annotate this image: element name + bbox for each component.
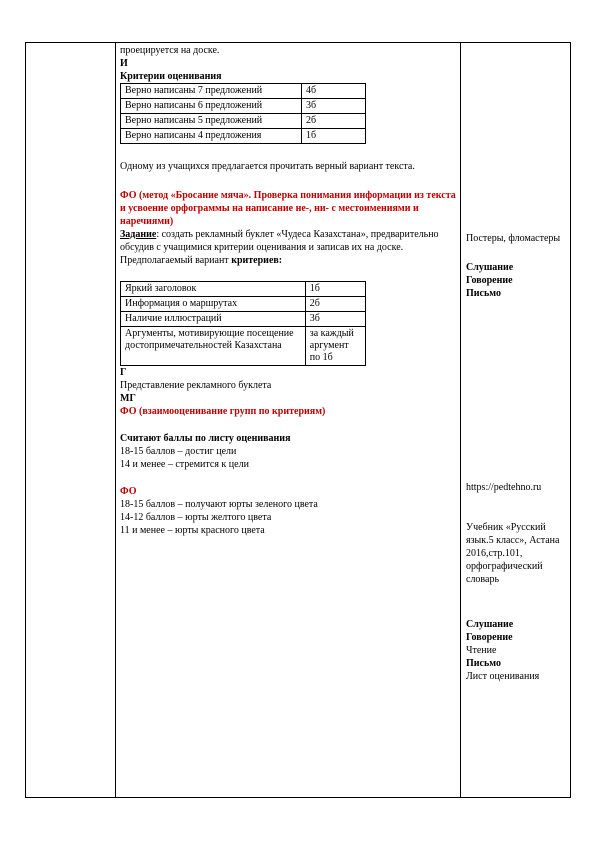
criterion-cell: Яркий заголовок: [121, 282, 306, 297]
criteria-table-1: [120, 83, 366, 144]
score-cell: 4б: [302, 84, 366, 99]
criterion-cell: Аргументы, мотивирующие посещение достопримечательностей Казахстана: [121, 327, 306, 366]
table-row: [121, 84, 366, 99]
criterion-cell: Наличие иллюстраций: [121, 312, 306, 327]
criterion-cell: Верно написаны 6 предложений: [121, 99, 302, 114]
yurt-line: 11 и менее – юрты красного цвета: [120, 525, 265, 536]
presentation-text: Представление рекламного буклета: [120, 380, 272, 391]
fo-peer: ФО (взаимооценивание групп по критериям): [120, 406, 326, 417]
score-cell: 3б: [305, 312, 365, 327]
posters-text: Постеры, фломастеры: [466, 233, 561, 244]
table-row: [121, 312, 366, 327]
task-label: Задание: [120, 229, 157, 240]
table-row: [121, 327, 366, 366]
fo-label: ФО: [120, 486, 137, 497]
criterion-cell: Верно написаны 5 предложений: [121, 114, 302, 129]
label-mg: МГ: [120, 393, 136, 404]
activity-column: [120, 44, 456, 537]
score-cell: 2б: [302, 114, 366, 129]
table-row: [121, 114, 366, 129]
variant-bold: критериев:: [231, 255, 283, 266]
resources-block-1: [466, 232, 566, 300]
criterion-cell: Верно написаны 7 предложений: [121, 84, 302, 99]
skill-item: Говорение: [466, 275, 513, 286]
read-instruction: Одному из учащихся предлагается прочитать верный вариант текста.: [120, 161, 415, 172]
table-row: [121, 99, 366, 114]
score-cell: 1б: [305, 282, 365, 297]
skill-item: Говорение: [466, 632, 513, 643]
yurt-line: 14-12 баллов – юрты желтого цвета: [120, 512, 272, 523]
table-row: [121, 297, 366, 312]
label-g: Г: [120, 367, 127, 378]
skill-item: Слушание: [466, 262, 514, 273]
task-text: : создать рекламный буклет «Чудеса Казахстана», предварительно обсудив с учащимися критерии оценивания и записав их на доске.: [120, 229, 439, 253]
column-divider-2: [460, 42, 461, 798]
criteria-table-2: [120, 281, 366, 366]
skill-item: Слушание: [466, 619, 514, 630]
criteria-title: Критерии оценивания: [120, 71, 222, 82]
yurt-line: 18-15 баллов – получают юрты зеленого цвета: [120, 499, 318, 510]
criterion-cell: Информация о маршрутах: [121, 297, 306, 312]
score-cell: 1б: [302, 129, 366, 144]
table-row: [121, 129, 366, 144]
label-i: И: [120, 58, 128, 69]
fo-method: ФО (метод «Бросание мяча». Проверка понимания информации из текста и усвоение орфограммы на написание не-, ни- с местоимениями и наречиями): [120, 190, 456, 227]
count-title: Считают баллы по листу оценивания: [120, 433, 291, 444]
skill-item: Письмо: [466, 658, 501, 669]
resources-block-2: [466, 481, 566, 683]
skill-item: Письмо: [466, 288, 501, 299]
textbook-ref: Учебник «Русский язык.5 класс», Астана 2016,стр.101, орфографический словарь: [466, 522, 560, 585]
resource-url: https://pedtehno.ru: [466, 482, 542, 493]
score-line: 14 и менее – стремится к цели: [120, 459, 249, 470]
sheet-text: Лист оценивания: [466, 671, 540, 682]
column-divider-1: [115, 42, 116, 798]
score-line: 18-15 баллов – достиг цели: [120, 446, 237, 457]
criterion-cell: Верно написаны 4 предложения: [121, 129, 302, 144]
table-row: [121, 282, 366, 297]
score-cell: 2б: [305, 297, 365, 312]
score-cell: 3б: [302, 99, 366, 114]
text-line: проецируется на доске.: [120, 45, 220, 56]
variant-prefix: Предполагаемый вариант: [120, 255, 232, 266]
score-cell: за каждый аргумент по 1б: [305, 327, 365, 366]
skill-item: Чтение: [466, 645, 497, 656]
